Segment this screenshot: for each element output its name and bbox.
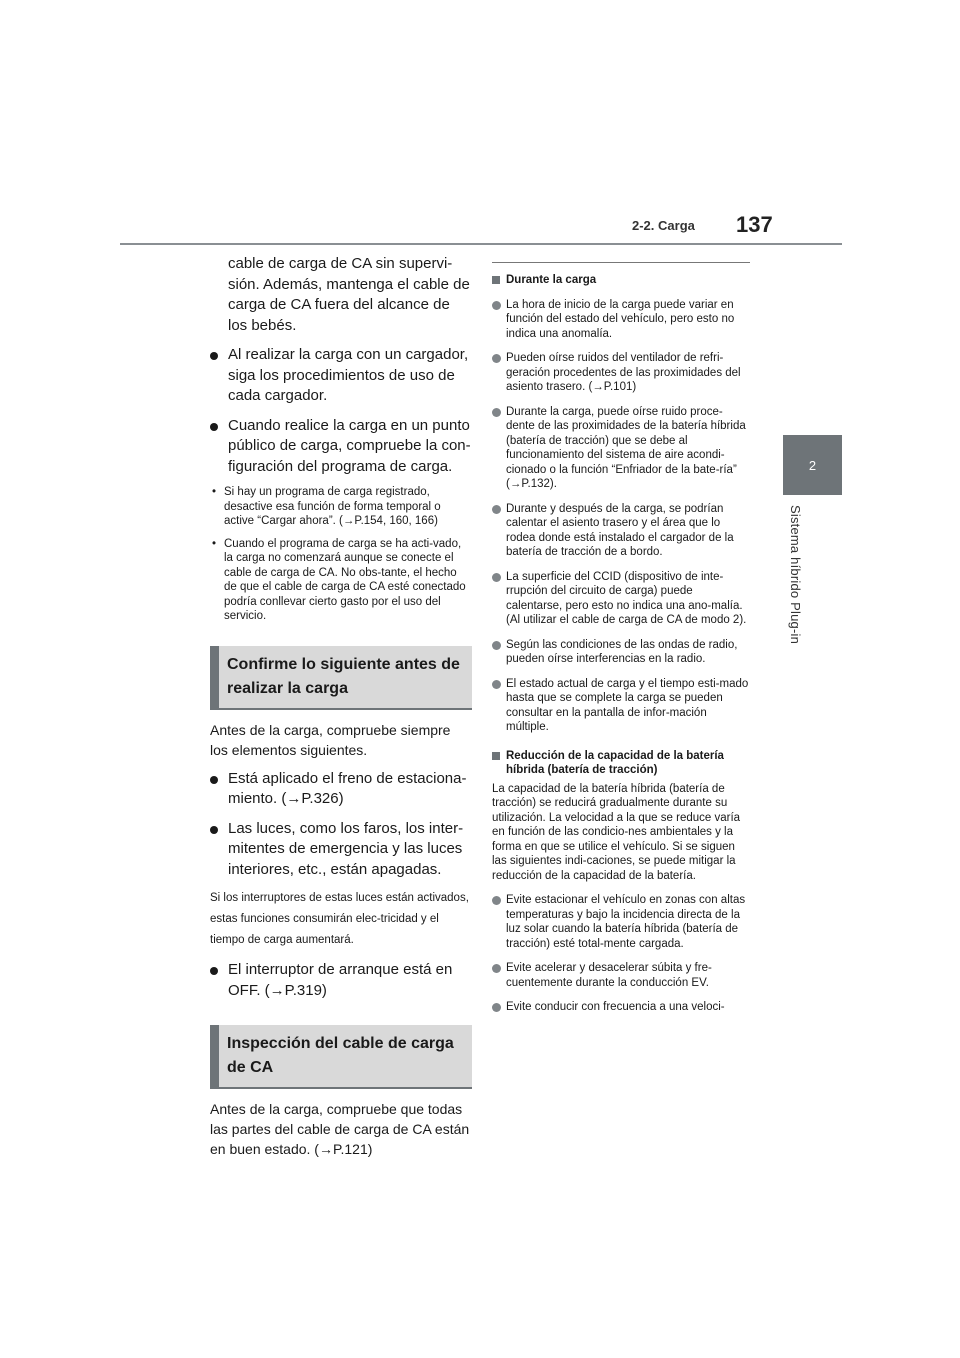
right-column (492, 262, 750, 1015)
list-item: La hora de inicio de la carga puede variar en función del estado del vehículo, pero esto no indica una anomalía. (492, 298, 750, 342)
circle-bullet-icon (492, 505, 501, 514)
chapter-label: Sistema híbrido Plug-in (788, 505, 803, 644)
subheading: Durante la carga (492, 273, 750, 288)
bullet-item: Cuando realice la carga en un punto público de carga, compruebe la con-figuración del programa de carga. (210, 416, 472, 478)
paragraph: Antes de la carga, compruebe siempre los elementos siguientes. (210, 721, 451, 758)
bullet-dot-icon (210, 776, 218, 784)
continued-text: cable de carga de CA sin supervi-sión. Además, mantenga el cable de carga de CA fuera del alcance de los bebés. (228, 255, 470, 334)
section-heading: Inspección del cable de carga de CA (210, 1025, 472, 1089)
circle-bullet-icon (492, 408, 501, 417)
list-item: Durante y después de la carga, se podrían calentar el asiento trasero y el área que lo rodea donde está instalado el cargador de la batería de tracción de a bordo. (492, 502, 750, 560)
sub-item: • Si hay un programa de carga registrado, desactive esa función de forma temporal o active “Cargar ahora”. (→P.154, 160, 166) (212, 486, 441, 527)
circle-bullet-icon (492, 301, 501, 310)
circle-bullet-icon (492, 354, 501, 363)
header-rule (120, 243, 842, 245)
circle-bullet-icon (492, 680, 501, 689)
page-number: 137 (736, 212, 773, 237)
circle-bullet-icon (492, 641, 501, 650)
list-item: Según las condiciones de las ondas de radio, pueden oírse interferencias en la radio. (492, 638, 750, 667)
bullet-item: Las luces, como los faros, los inter-mitentes de emergencia y las luces interiores, etc., están apagadas. (210, 819, 472, 881)
bullet-item: Al realizar la carga con un cargador, siga los procedimientos de uso de cada cargador. (210, 345, 472, 407)
list-item: Pueden oírse ruidos del ventilador de refri-geración procedentes de las proximidades del asiento trasero. (→P.101) (492, 351, 750, 395)
column-rule (492, 262, 750, 263)
chapter-number: 2 (808, 458, 817, 473)
circle-bullet-icon (492, 573, 501, 582)
square-marker-icon (492, 752, 500, 760)
sub-item: • Cuando el programa de carga se ha acti-vado, la carga no comenzará aunque se conecte el cable de carga de CA. No obs-tante, el hecho de que el cable de carga de CA esté conectado podría conllevar cierto gasto por el uso del servicio. (212, 537, 466, 622)
bullet-dot-icon (210, 352, 218, 360)
list-item: Evite acelerar y desacelerar súbita y fre-cuentemente durante la conducción EV. (492, 961, 750, 990)
square-marker-icon (492, 276, 500, 284)
list-item: La superficie del CCID (dispositivo de inte-rrupción del circuito de carga) puede calentarse, pero esto no indica una ano-malía. (Al utilizar el cable de carga de CA de modo 2). (492, 570, 750, 628)
section-heading: Confirme lo siguiente antes de realizar la carga (210, 646, 472, 710)
circle-bullet-icon (492, 896, 501, 905)
bullet-dot-icon (210, 826, 218, 834)
circle-bullet-icon (492, 1003, 501, 1012)
bullet-item: Está aplicado el freno de estaciona-miento. (→P.326) (210, 769, 472, 810)
section-title: 2-2. Carga (632, 218, 695, 233)
bullet-item: El interruptor de arranque está en OFF. (→P.319) (210, 960, 472, 1001)
bullet-dot-icon (210, 423, 218, 431)
paragraph: La capacidad de la batería híbrida (batería de tracción) se reducirá gradualmente durante su utilización. La velocidad a la que se reduce varía en función de las condicio-nes ambientales y la forma en que se utilice el vehículo. Si se siguen las siguientes indi-caciones, se puede mitigar la reducción de la capacidad de la batería. (492, 782, 741, 882)
paragraph: Antes de la carga, compruebe que todas las partes del cable de carga de CA están en buen estado. (→P.121) (210, 1101, 470, 1157)
subheading: Reducción de la capacidad de la batería híbrida (batería de tracción) (492, 749, 750, 778)
left-column (210, 254, 472, 1159)
list-item: Durante la carga, puede oírse ruido proce-dente de las proximidades de la batería híbrida (batería de tracción) que se debe al funcionamiento del sistema de aire acondi-cionado o la función “Enfriador de la bate-ría” (→P.132). (492, 405, 750, 492)
bullet-dot-icon (210, 967, 218, 975)
list-item: El estado actual de carga y el tiempo esti-mado hasta que se complete la carga se pueden consultar en la pantalla de infor-mación múltiple. (492, 677, 750, 735)
list-item: Evite conducir con frecuencia a una veloci- (492, 1000, 750, 1015)
list-item: Evite estacionar el vehículo en zonas con altas temperaturas y bajo la incidencia directa de la luz solar cuando la batería híbrida (batería de tracción) esté total-mente cargada. (492, 893, 750, 951)
note-text: Si los interruptores de estas luces están activados, estas funciones consumirán elec-tricidad y el tiempo de carga aumentará. (210, 892, 469, 946)
circle-bullet-icon (492, 964, 501, 973)
